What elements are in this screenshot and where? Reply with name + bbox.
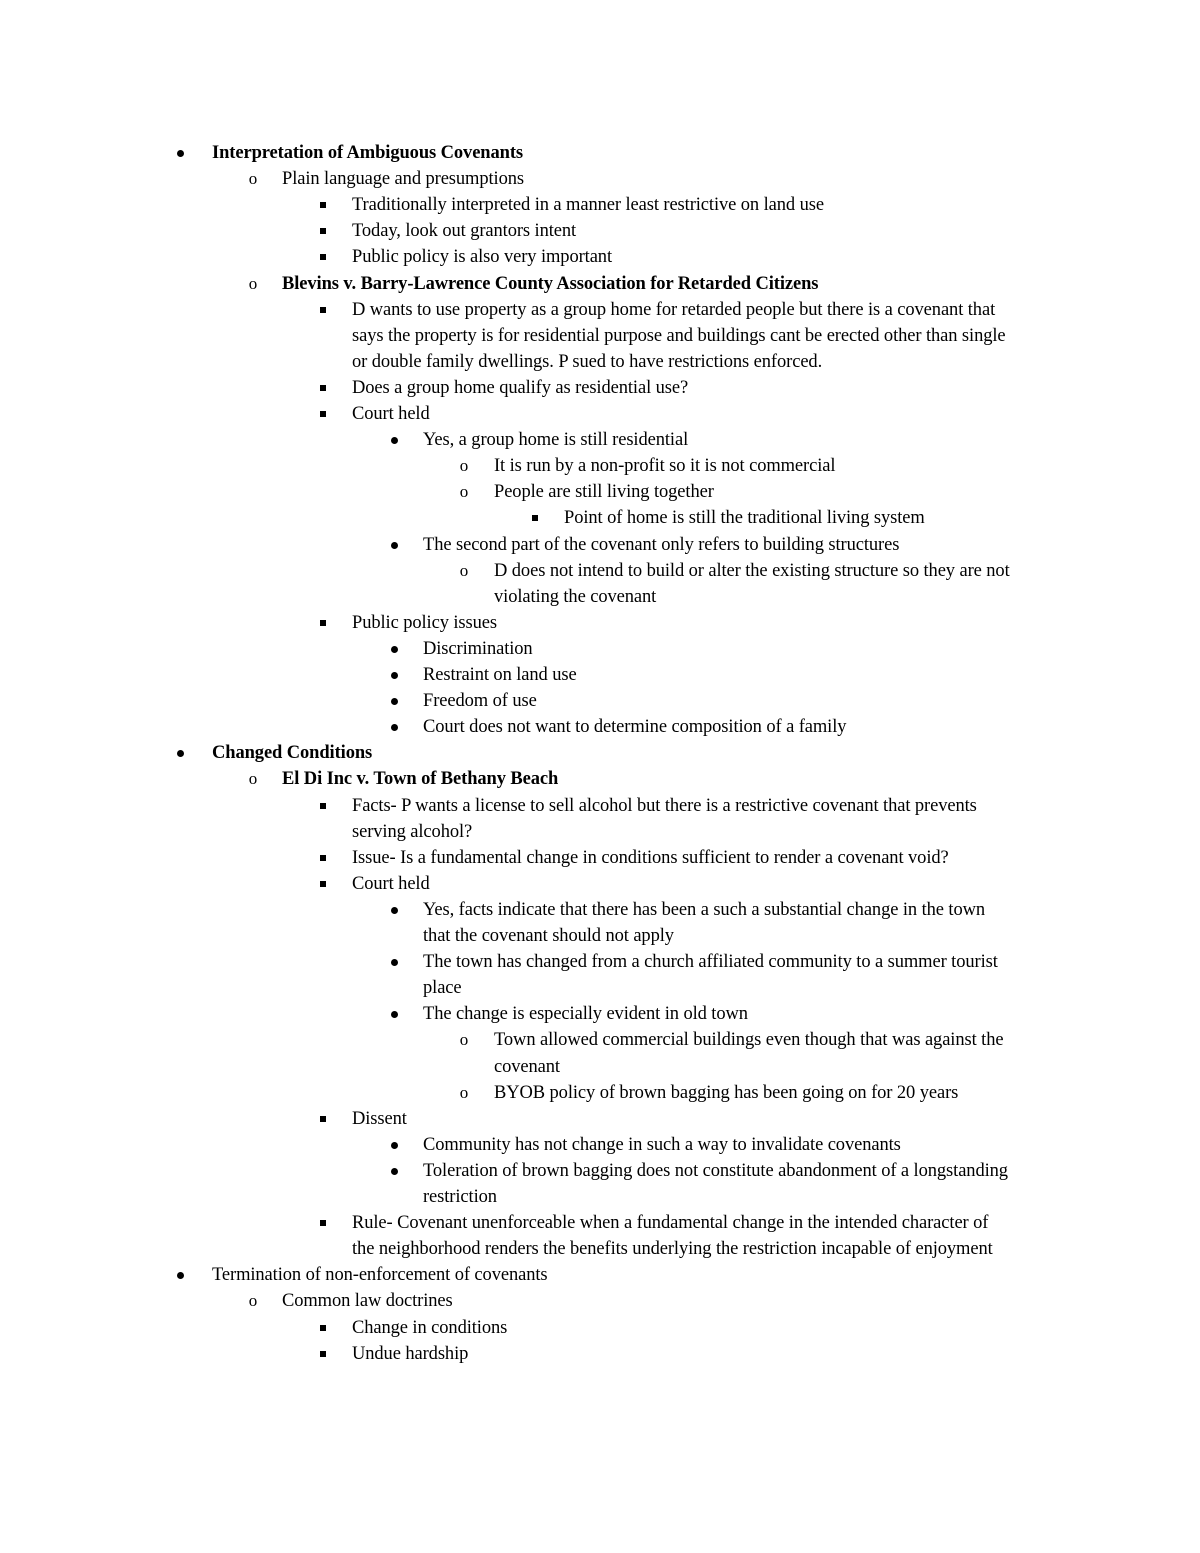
bullet-disc-icon — [172, 1262, 188, 1279]
outline-item-level-3: or double family dwellings. P sued to have restrictions enforced. — [352, 351, 823, 372]
bullet-disc-icon — [386, 897, 402, 914]
outline-item-level-2: El Di Inc v. Town of Bethany Beach — [282, 769, 559, 790]
outline-item-level-4: Discrimination — [423, 638, 533, 659]
outline-item-level-3: serving alcohol? — [352, 821, 473, 842]
bullet-square-icon — [315, 401, 331, 417]
outline-item-level-4: The change is especially evident in old town — [423, 1004, 748, 1025]
bullet-circle-icon: o — [459, 482, 469, 502]
bullet-circle-icon: o — [248, 1291, 258, 1311]
bullet-disc-icon — [172, 140, 188, 157]
outline-item-level-3: Public policy is also very important — [352, 247, 612, 268]
outline-item-level-5: D does not intend to build or alter the existing structure so they are not — [494, 560, 1010, 581]
outline-item-level-4: Yes, facts indicate that there has been a such a substantial change in the town — [423, 899, 986, 920]
bullet-square-icon — [527, 505, 543, 521]
outline-item-level-3: D wants to use property as a group home for retarded people but there is a covenant that — [352, 299, 996, 320]
outline-item-level-4: Yes, a group home is still residential — [423, 430, 689, 451]
bullet-disc-icon — [386, 1158, 402, 1175]
outline-item-level-4: place — [423, 978, 462, 999]
outline-item-level-3: Today, look out grantors intent — [352, 221, 577, 242]
bullet-circle-icon: o — [459, 1030, 469, 1050]
outline-item-level-4: The town has changed from a church affiliated community to a summer tourist — [423, 952, 998, 973]
outline-item-level-4: Court does not want to determine composition of a family — [423, 717, 847, 738]
outline-item-level-3: Change in conditions — [352, 1317, 508, 1338]
bullet-square-icon — [315, 1341, 331, 1357]
bullet-disc-icon — [386, 714, 402, 731]
bullet-circle-icon: o — [459, 560, 469, 580]
outline-item-level-3: says the property is for residential purpose and buildings cant be erected other than single — [352, 325, 1006, 346]
outline-item-level-3: Facts- P wants a license to sell alcohol but there is a restrictive covenant that prevents — [352, 795, 977, 816]
bullet-disc-icon — [386, 427, 402, 444]
outline-item-level-3: Court held — [352, 404, 430, 424]
outline-item-level-5: BYOB policy of brown bagging has been going on for 20 years — [494, 1082, 959, 1103]
outline-item-level-3: the neighborhood renders the benefits underlying the restriction incapable of enjoyment — [352, 1239, 993, 1260]
bullet-disc-icon — [386, 688, 402, 705]
outline-item-level-2: Common law doctrines — [282, 1291, 453, 1312]
outline-item-level-4: The second part of the covenant only refers to building structures — [423, 534, 900, 555]
outline-item-level-4: Freedom of use — [423, 691, 537, 712]
bullet-square-icon — [315, 871, 331, 887]
bullet-square-icon — [315, 192, 331, 208]
outline-item-level-3: Court held — [352, 873, 430, 894]
outline-item-level-3: Traditionally interpreted in a manner least restrictive on land use — [352, 195, 824, 216]
outline-item-level-3: Does a group home qualify as residential use? — [352, 377, 689, 398]
bullet-circle-icon: o — [248, 769, 258, 789]
bullet-disc-icon — [386, 1001, 402, 1018]
bullet-square-icon — [315, 845, 331, 861]
outline-item-level-5: Town allowed commercial buildings even though that was against the — [494, 1030, 1004, 1051]
outline-item-level-6: Point of home is still the traditional living system — [564, 508, 925, 529]
bullet-circle-icon: o — [459, 456, 469, 476]
bullet-square-icon — [315, 1315, 331, 1331]
outline-item-level-3: Issue- Is a fundamental change in conditions sufficient to render a covenant void? — [352, 847, 949, 868]
outline-item-level-4: Toleration of brown bagging does not constitute abandonment of a longstanding — [423, 1160, 1008, 1181]
outline-item-level-3: Rule- Covenant unenforceable when a fundamental change in the intended character of — [352, 1213, 989, 1234]
bullet-circle-icon: o — [459, 1082, 469, 1102]
outline-item-level-3: Dissent — [352, 1108, 407, 1129]
outline-item-level-4: restriction — [423, 1187, 497, 1207]
bullet-square-icon — [315, 1210, 331, 1226]
outline-item-level-5: violating the covenant — [494, 586, 657, 607]
outline-item-level-4: Community has not change in such a way to invalidate covenants — [423, 1134, 901, 1155]
outline-item-level-3: Undue hardship — [352, 1343, 469, 1364]
outline-item-level-4: that the covenant should not apply — [423, 926, 674, 946]
outline-item-level-1: Termination of non-enforcement of covenants — [212, 1265, 548, 1286]
bullet-square-icon — [315, 610, 331, 626]
bullet-square-icon — [315, 793, 331, 809]
bullet-disc-icon — [386, 636, 402, 653]
bullet-square-icon — [315, 218, 331, 234]
bullet-circle-icon: o — [248, 273, 258, 293]
bullet-circle-icon: o — [248, 169, 258, 189]
bullet-disc-icon — [172, 740, 188, 757]
outline-item-level-2: Blevins v. Barry-Lawrence County Association for Retarded Citizens — [282, 273, 819, 294]
outline-item-level-1: Interpretation of Ambiguous Covenants — [212, 143, 523, 163]
bullet-square-icon — [315, 1106, 331, 1122]
outline-item-level-5: People are still living together — [494, 482, 714, 503]
bullet-square-icon — [315, 244, 331, 260]
bullet-square-icon — [315, 375, 331, 391]
bullet-disc-icon — [386, 532, 402, 549]
outline-item-level-4: Restraint on land use — [423, 665, 577, 685]
bullet-disc-icon — [386, 949, 402, 966]
outline-item-level-1: Changed Conditions — [212, 743, 373, 764]
outline-item-level-2: Plain language and presumptions — [282, 169, 524, 190]
outline-item-level-3: Public policy issues — [352, 612, 497, 633]
bullet-disc-icon — [386, 1132, 402, 1149]
outline-item-level-5: It is run by a non-profit so it is not commercial — [494, 456, 836, 477]
bullet-disc-icon — [386, 662, 402, 679]
outline-item-level-5: covenant — [494, 1056, 560, 1077]
bullet-square-icon — [315, 297, 331, 313]
